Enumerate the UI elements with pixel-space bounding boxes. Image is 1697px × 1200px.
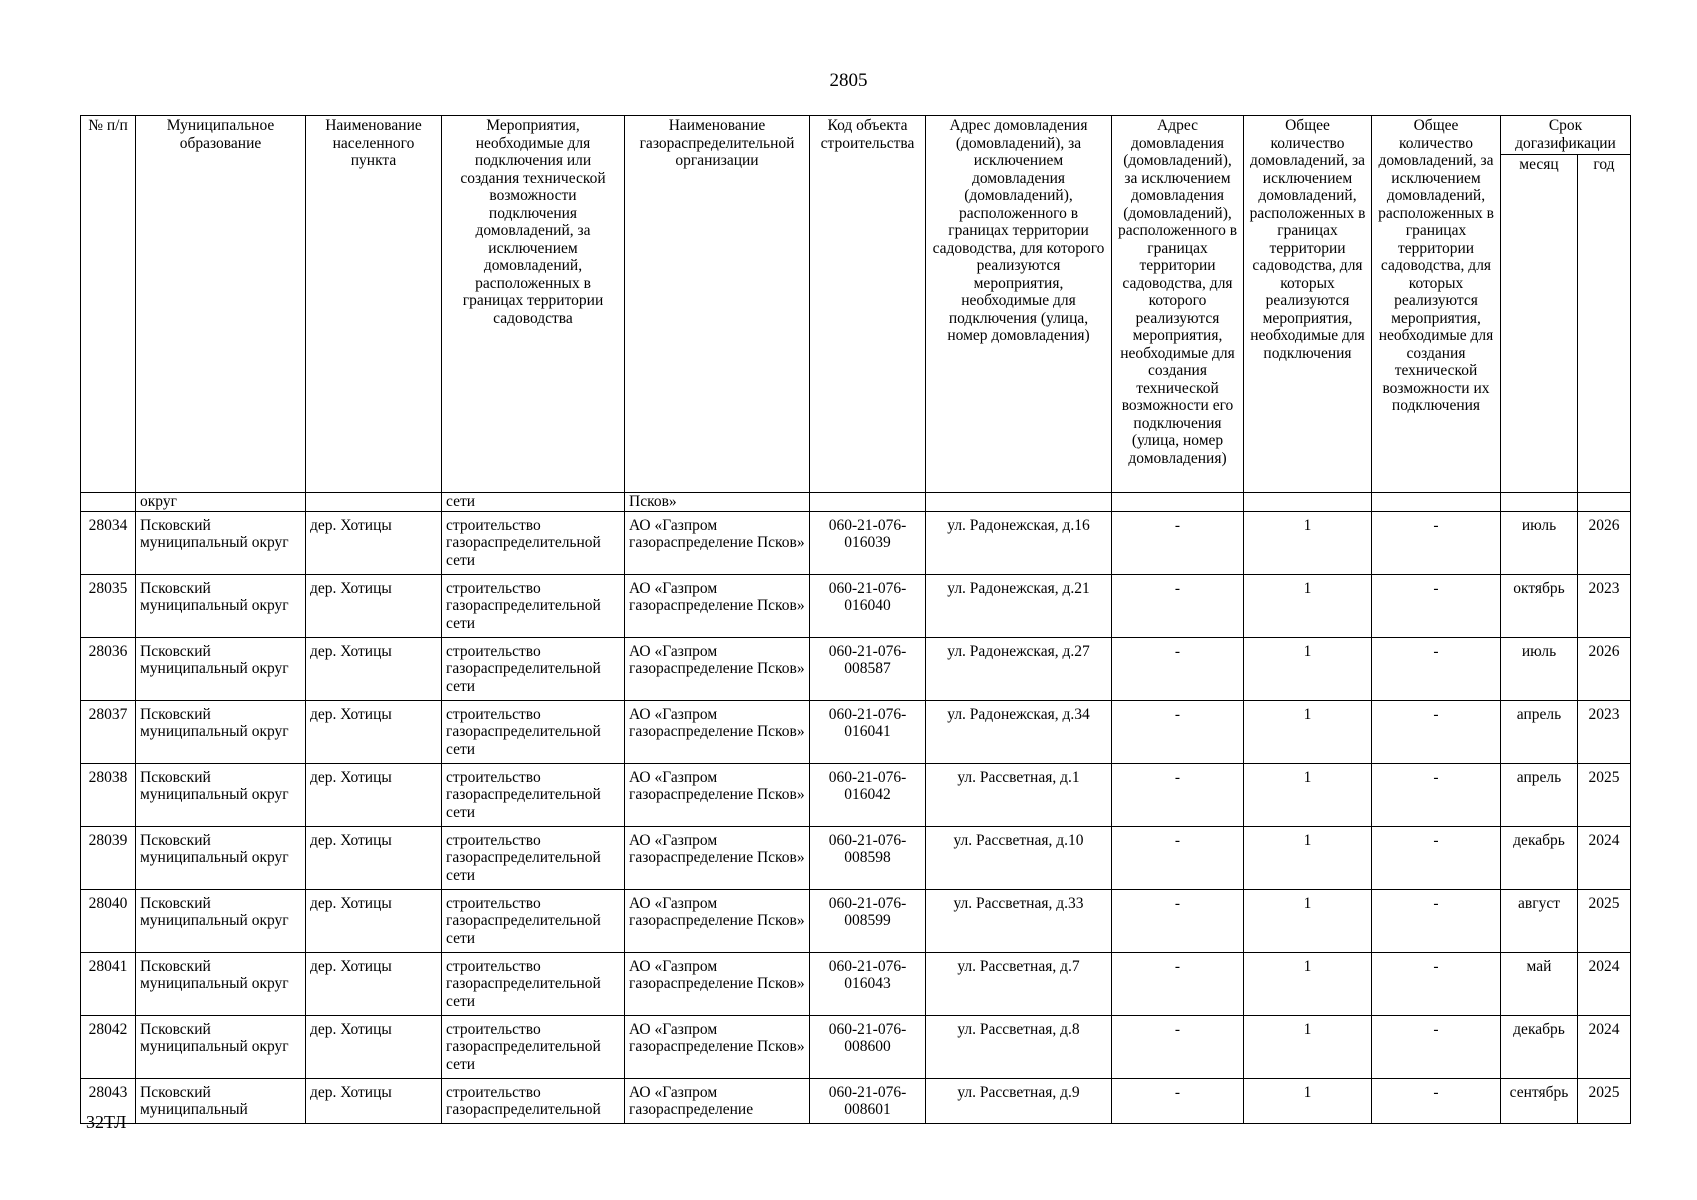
- cell-year: 2026: [1578, 637, 1631, 700]
- cell-address-connect: ул. Радонежская, д.27: [926, 637, 1112, 700]
- cell-settlement: дер. Хотицы: [306, 889, 442, 952]
- cell-address-connect: ул. Рассветная, д.9: [926, 1078, 1112, 1123]
- cell-month: июль: [1501, 511, 1578, 574]
- cell-year: 2024: [1578, 952, 1631, 1015]
- header-total-connect: Общее количество домовладений, за исключением домовладений, расположенных в границах территории садоводства, для которых реализуются мероприятия, необходимые для подключения: [1244, 116, 1372, 493]
- cell-num: 28035: [81, 574, 136, 637]
- cell-total-connect: 1: [1244, 511, 1372, 574]
- page-number: 2805: [829, 70, 868, 91]
- table-body: [81, 493, 1631, 1124]
- cell-total-connect: 1: [1244, 700, 1372, 763]
- cell-num: 28038: [81, 763, 136, 826]
- cell-month: сентябрь: [1501, 1078, 1578, 1123]
- cell-total-connect: 1: [1244, 1078, 1372, 1123]
- cell-address-connect: ул. Рассветная, д.33: [926, 889, 1112, 952]
- cell-total-create: -: [1372, 1078, 1501, 1123]
- cell-gas-org: АО «Газпром газораспределение: [625, 1078, 810, 1123]
- cell-municipality: Псковский муниципальный округ: [136, 763, 306, 826]
- cell-address-create: -: [1112, 826, 1244, 889]
- header-deadline: Срок догазификации: [1501, 116, 1631, 155]
- cell-total-connect: 1: [1244, 763, 1372, 826]
- cell-month: май: [1501, 952, 1578, 1015]
- cell-gas-org: АО «Газпром газораспределение Псков»: [625, 637, 810, 700]
- gasification-table: [80, 115, 1631, 1124]
- cell-measures: строительство газораспределительной сети: [442, 889, 625, 952]
- cell-address-create: -: [1112, 889, 1244, 952]
- cell-municipality: Псковский муниципальный округ: [136, 1015, 306, 1078]
- cell-num: 28037: [81, 700, 136, 763]
- continuation-row: [81, 493, 1631, 512]
- cell-measures: строительство газораспределительной: [442, 1078, 625, 1123]
- header-address-connect: Адрес домовладения (домовладений), за исключением домовладения (домовладений), расположенного в границах территории садоводства, для которого реализуются мероприятия, необходимые для подключения (улица, номер домовладения): [926, 116, 1112, 493]
- cell-municipality: Псковский муниципальный округ: [136, 511, 306, 574]
- cell-measures: строительство газораспределительной сети: [442, 511, 625, 574]
- cell-object-code: 060-21-076-008600: [810, 1015, 926, 1078]
- cell-municipality: Псковский муниципальный округ: [136, 826, 306, 889]
- table-row: [81, 1015, 1631, 1078]
- cell-settlement: дер. Хотицы: [306, 637, 442, 700]
- cell-address-connect: ул. Рассветная, д.1: [926, 763, 1112, 826]
- cell-year: 2026: [1578, 511, 1631, 574]
- cell-num: 28042: [81, 1015, 136, 1078]
- cell-municipality: Псковский муниципальный округ: [136, 637, 306, 700]
- cell-address-create: -: [1112, 700, 1244, 763]
- cell-object-code: 060-21-076-008601: [810, 1078, 926, 1123]
- cell-total-create: -: [1372, 511, 1501, 574]
- cell-settlement: дер. Хотицы: [306, 700, 442, 763]
- cell-gas-org: АО «Газпром газораспределение Псков»: [625, 889, 810, 952]
- cell-total-create: -: [1372, 763, 1501, 826]
- cell-address-create: -: [1112, 1078, 1244, 1123]
- cell-address-connect: ул. Радонежская, д.34: [926, 700, 1112, 763]
- cell-num: 28041: [81, 952, 136, 1015]
- cell-gas-org: АО «Газпром газораспределение Псков»: [625, 511, 810, 574]
- cell-municipality: Псковский муниципальный округ: [136, 952, 306, 1015]
- cell-municipality: Псковский муниципальный: [136, 1078, 306, 1123]
- table-header: [81, 116, 1631, 493]
- cell-gas-org: АО «Газпром газораспределение Псков»: [625, 700, 810, 763]
- cell-gas-org: АО «Газпром газораспределение Псков»: [625, 826, 810, 889]
- cell-total-create: -: [1372, 700, 1501, 763]
- table-row: [81, 574, 1631, 637]
- cell-object-code: 060-21-076-016042: [810, 763, 926, 826]
- cell-settlement: дер. Хотицы: [306, 1078, 442, 1123]
- cell-address-create: -: [1112, 637, 1244, 700]
- cell-total-create: -: [1372, 1015, 1501, 1078]
- cell-measures: строительство газораспределительной сети: [442, 826, 625, 889]
- table-row: [81, 1078, 1631, 1123]
- cell-month: июль: [1501, 637, 1578, 700]
- cell-total-connect: 1: [1244, 1015, 1372, 1078]
- cell-address-connect: ул. Рассветная, д.7: [926, 952, 1112, 1015]
- cell-settlement: дер. Хотицы: [306, 763, 442, 826]
- cell-year: 2025: [1578, 889, 1631, 952]
- cell-month: август: [1501, 889, 1578, 952]
- cell-total-create: -: [1372, 637, 1501, 700]
- cell-total-connect: 1: [1244, 826, 1372, 889]
- cell-address-create: -: [1112, 574, 1244, 637]
- cell-settlement: дер. Хотицы: [306, 826, 442, 889]
- cell-measures: строительство газораспределительной сети: [442, 637, 625, 700]
- cell-settlement: дер. Хотицы: [306, 1015, 442, 1078]
- table-row: [81, 637, 1631, 700]
- table-row: [81, 511, 1631, 574]
- header-num: № п/п: [81, 116, 136, 493]
- cell-object-code: 060-21-076-016043: [810, 952, 926, 1015]
- cell-municipality: Псковский муниципальный округ: [136, 574, 306, 637]
- header-year: год: [1578, 155, 1631, 493]
- header-measures: Мероприятия, необходимые для подключения или создания технической возможности подключения домовладений, за исключением домовладений, расположенных в границах территории садоводства: [442, 116, 625, 493]
- cell-total-create: -: [1372, 889, 1501, 952]
- cell-year: 2023: [1578, 700, 1631, 763]
- cell-object-code: 060-21-076-016040: [810, 574, 926, 637]
- cell-address-create: -: [1112, 952, 1244, 1015]
- header-month: месяц: [1501, 155, 1578, 493]
- cell-month: декабрь: [1501, 826, 1578, 889]
- header-gas-org: Наименование газораспределительной организации: [625, 116, 810, 493]
- cell-year: 2025: [1578, 763, 1631, 826]
- cell-address-create: -: [1112, 1015, 1244, 1078]
- header-total-create: Общее количество домовладений, за исключением домовладений, расположенных в границах территории садоводства, для которых реализуются мероприятия, необходимые для создания технической возможности их подключения: [1372, 116, 1501, 493]
- cell-gas-org: АО «Газпром газораспределение Псков»: [625, 763, 810, 826]
- cell-total-connect: 1: [1244, 637, 1372, 700]
- header-municipality: Муниципальное образование: [136, 116, 306, 493]
- cell-month: апрель: [1501, 700, 1578, 763]
- cell-gas-org: АО «Газпром газораспределение Псков»: [625, 1015, 810, 1078]
- cell-measures: сети: [442, 493, 625, 512]
- cell-num: 28036: [81, 637, 136, 700]
- cell-year: 2023: [1578, 574, 1631, 637]
- cell-year: 2024: [1578, 1015, 1631, 1078]
- cell-total-create: -: [1372, 826, 1501, 889]
- cell-settlement: дер. Хотицы: [306, 511, 442, 574]
- cell-address-connect: ул. Рассветная, д.10: [926, 826, 1112, 889]
- cell-measures: строительство газораспределительной сети: [442, 700, 625, 763]
- cell-municipality: Псковский муниципальный округ: [136, 889, 306, 952]
- cell-total-connect: 1: [1244, 952, 1372, 1015]
- cell-total-create: -: [1372, 574, 1501, 637]
- table-row: [81, 700, 1631, 763]
- cell-address-create: -: [1112, 763, 1244, 826]
- table-row: [81, 952, 1631, 1015]
- cell-month: октябрь: [1501, 574, 1578, 637]
- cell-address-connect: ул. Радонежская, д.16: [926, 511, 1112, 574]
- cell-num: 28039: [81, 826, 136, 889]
- cell-gas-org: АО «Газпром газораспределение Псков»: [625, 574, 810, 637]
- cell-num: 28043: [81, 1078, 136, 1123]
- cell-settlement: дер. Хотицы: [306, 574, 442, 637]
- cell-municipality: Псковский муниципальный округ: [136, 700, 306, 763]
- cell-address-create: -: [1112, 511, 1244, 574]
- cell-total-connect: 1: [1244, 574, 1372, 637]
- cell-total-connect: 1: [1244, 889, 1372, 952]
- cell-year: 2025: [1578, 1078, 1631, 1123]
- table-row: [81, 763, 1631, 826]
- table-row: [81, 889, 1631, 952]
- cell-num: 28040: [81, 889, 136, 952]
- header-address-create: Адрес домовладения (домовладений), за исключением домовладения (домовладений), расположенного в границах территории садоводства, для которого реализуются мероприятия, необходимые для создания технической возможности его подключения (улица, номер домовладения): [1112, 116, 1244, 493]
- cell-object-code: 060-21-076-008598: [810, 826, 926, 889]
- cell-measures: строительство газораспределительной сети: [442, 952, 625, 1015]
- cell-num: 28034: [81, 511, 136, 574]
- cell-address-connect: ул. Радонежская, д.21: [926, 574, 1112, 637]
- cell-object-code: 060-21-076-008587: [810, 637, 926, 700]
- cell-gas-org: Псков»: [625, 493, 810, 512]
- cell-year: 2024: [1578, 826, 1631, 889]
- cell-month: апрель: [1501, 763, 1578, 826]
- cell-address-connect: ул. Рассветная, д.8: [926, 1015, 1112, 1078]
- header-settlement: Наименование населенного пункта: [306, 116, 442, 493]
- cell-measures: строительство газораспределительной сети: [442, 574, 625, 637]
- cell-object-code: 060-21-076-016039: [810, 511, 926, 574]
- cell-month: декабрь: [1501, 1015, 1578, 1078]
- header-object-code: Код объекта строительства: [810, 116, 926, 493]
- cell-object-code: 060-21-076-008599: [810, 889, 926, 952]
- cell-object-code: 060-21-076-016041: [810, 700, 926, 763]
- cell-measures: строительство газораспределительной сети: [442, 763, 625, 826]
- cell-municipality: округ: [136, 493, 306, 512]
- table-row: [81, 826, 1631, 889]
- footer-code: 32ТЛ: [86, 1112, 127, 1132]
- cell-total-create: -: [1372, 952, 1501, 1015]
- cell-settlement: дер. Хотицы: [306, 952, 442, 1015]
- cell-measures: строительство газораспределительной сети: [442, 1015, 625, 1078]
- cell-gas-org: АО «Газпром газораспределение Псков»: [625, 952, 810, 1015]
